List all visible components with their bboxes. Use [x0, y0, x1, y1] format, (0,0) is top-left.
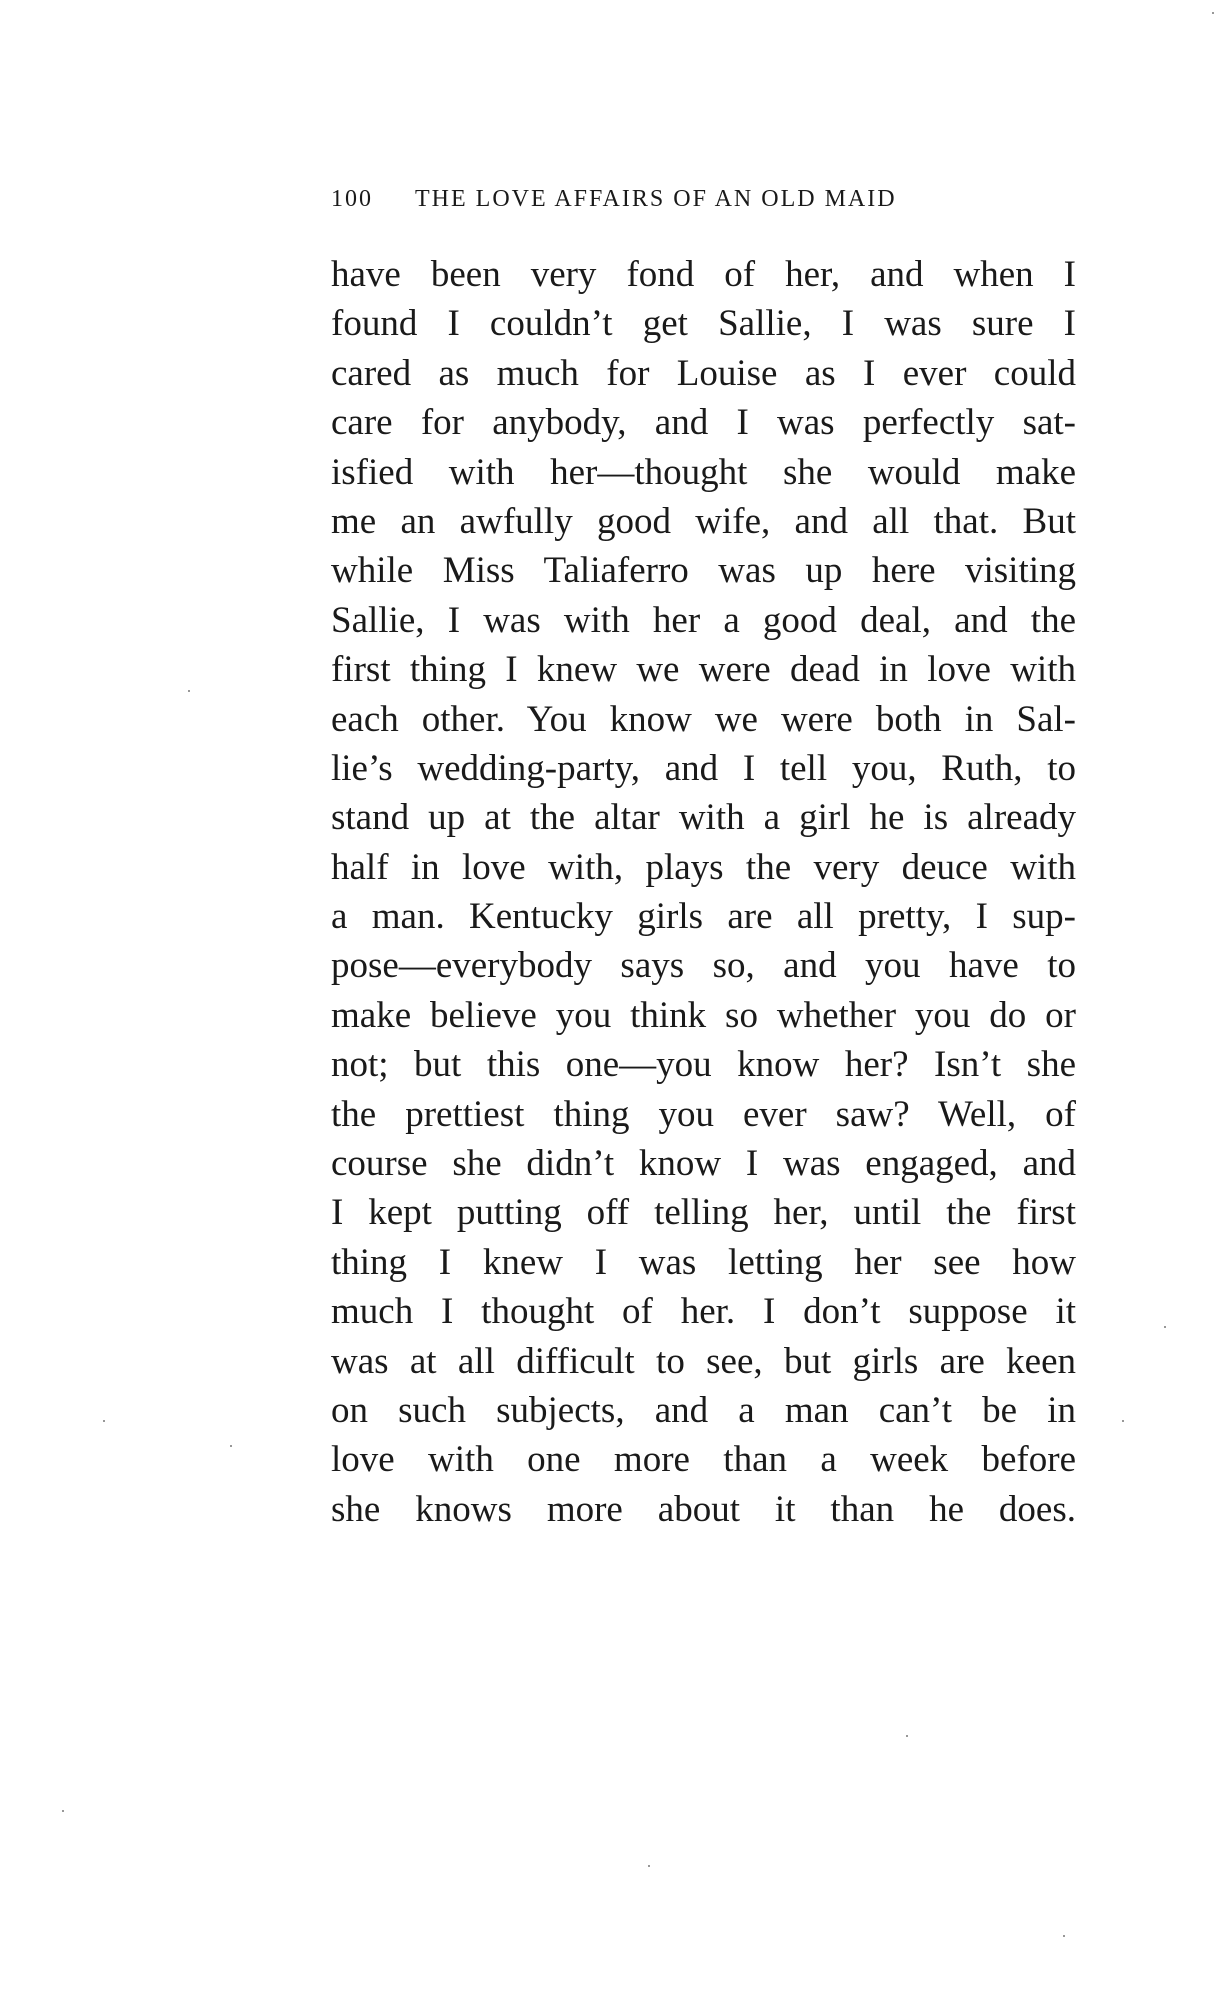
text-line: course she didn’t know I was engaged, and — [331, 1143, 1076, 1185]
text-line: me an awfully good wife, and all that. But — [331, 500, 1076, 542]
scan-speck — [188, 690, 190, 692]
text-line: the prettiest thing you ever saw? Well, of — [331, 1093, 1076, 1135]
text-line: stand up at the altar with a girl he is already — [331, 797, 1076, 839]
text-line: on such subjects, and a man can’t be in — [331, 1389, 1076, 1431]
scan-speck — [1063, 1935, 1065, 1937]
text-line: while Miss Taliaferro was up here visiting — [331, 550, 1076, 592]
text-line: Sallie, I was with her a good deal, and the — [331, 599, 1076, 641]
text-line: I kept putting off telling her, until the first — [331, 1192, 1076, 1234]
body-text — [331, 250, 1076, 1534]
scan-speck — [1212, 12, 1214, 14]
text-line: pose—everybody says so, and you have to — [331, 945, 1076, 987]
text-line: a man. Kentucky girls are all pretty, I sup- — [331, 896, 1076, 938]
text-line: love with one more than a week before — [331, 1439, 1076, 1481]
text-line: thing I knew I was letting her see how — [331, 1241, 1076, 1283]
running-title: THE LOVE AFFAIRS OF AN OLD MAID — [415, 186, 897, 212]
text-line: not; but this one—you know her? Isn’t she — [331, 1044, 1076, 1086]
text-line: was at all difficult to see, but girls are keen — [331, 1340, 1076, 1382]
scan-speck — [1164, 1326, 1166, 1328]
text-line: much I thought of her. I don’t suppose it — [331, 1291, 1076, 1333]
text-line: each other. You know we were both in Sal- — [331, 698, 1076, 740]
scan-speck — [648, 1865, 650, 1867]
text-line: make believe you think so whether you do or — [331, 994, 1076, 1036]
running-head — [331, 186, 1076, 226]
text-line: isfied with her—thought she would make — [331, 451, 1076, 493]
page-number: 100 — [331, 186, 373, 212]
text-line: lie’s wedding-party, and I tell you, Ruth, to — [331, 747, 1076, 789]
text-line: care for anybody, and I was perfectly sat- — [331, 402, 1076, 444]
scan-speck — [1122, 1420, 1124, 1422]
scan-speck — [62, 1810, 64, 1812]
text-line: have been very fond of her, and when I — [331, 254, 1076, 295]
text-line: first thing I knew we were dead in love with — [331, 649, 1076, 691]
text-line: half in love with, plays the very deuce with — [331, 846, 1076, 888]
scan-speck — [230, 1445, 232, 1447]
text-line: she knows more about it than he does. — [331, 1488, 1076, 1530]
scan-speck — [906, 1735, 908, 1737]
text-line: found I couldn’t get Sallie, I was sure I — [331, 303, 1076, 345]
text-line: cared as much for Louise as I ever could — [331, 352, 1076, 394]
scan-speck — [103, 1420, 105, 1422]
